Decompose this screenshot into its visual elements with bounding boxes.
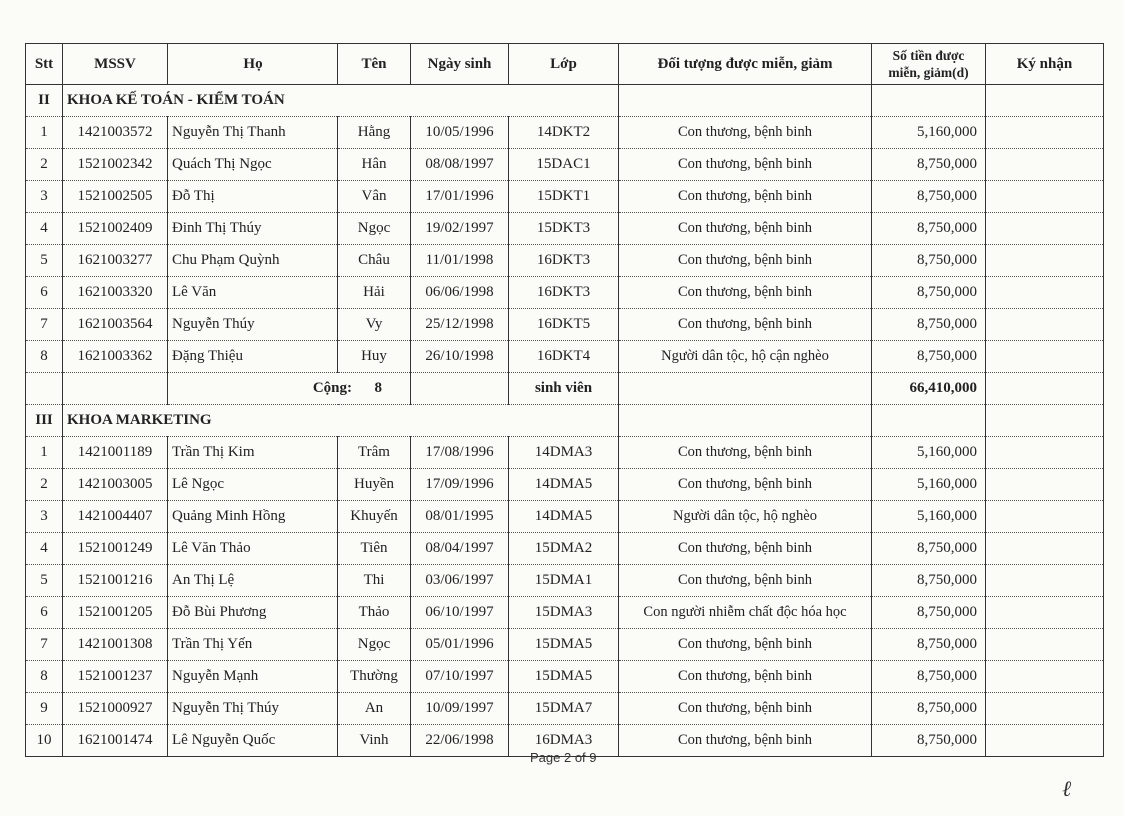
cell-lop: 15DMA3 xyxy=(509,597,619,629)
cell-doi-tuong: Con thương, bệnh binh xyxy=(619,245,872,277)
cell-ngay-sinh: 26/10/1998 xyxy=(411,341,509,373)
cell-ngay-sinh: 08/04/1997 xyxy=(411,533,509,565)
cell-stt: 5 xyxy=(26,565,63,597)
cell-ho: Nguyễn Thị Thúy xyxy=(168,693,338,725)
cell-stt: 4 xyxy=(26,213,63,245)
cell-stt: 2 xyxy=(26,149,63,181)
cell-stt: 10 xyxy=(26,725,63,757)
cell-doi-tuong: Con thương, bệnh binh xyxy=(619,117,872,149)
table-row xyxy=(26,277,1104,309)
cell-ky-nhan xyxy=(986,629,1104,661)
cell-ky-nhan xyxy=(986,597,1104,629)
cell-stt: 8 xyxy=(26,661,63,693)
cell-ten: Thi xyxy=(338,565,411,597)
table-row xyxy=(26,597,1104,629)
cell-stt: 4 xyxy=(26,533,63,565)
header-ho xyxy=(168,44,338,85)
cell-ho: Chu Phạm Quỳnh xyxy=(168,245,338,277)
header-so-tien xyxy=(872,44,986,85)
cell-mssv: 1521001249 xyxy=(63,533,168,565)
cell-ho: Trần Thị Kim xyxy=(168,437,338,469)
cell-ky-nhan xyxy=(986,501,1104,533)
cell-ky-nhan xyxy=(986,309,1104,341)
header-ngay-sinh: Ngày sinh xyxy=(411,44,509,85)
cell-stt: 6 xyxy=(26,277,63,309)
cell-mssv: 1621003320 xyxy=(63,277,168,309)
cell-mssv: 1421003005 xyxy=(63,469,168,501)
empty-cell xyxy=(872,405,986,437)
cell-lop: 15DMA5 xyxy=(509,629,619,661)
table-row xyxy=(26,565,1104,597)
cell-mssv: 1521002342 xyxy=(63,149,168,181)
cell-stt: 3 xyxy=(26,501,63,533)
summary-unit: sinh viên xyxy=(509,373,619,405)
cell-ngay-sinh: 06/06/1998 xyxy=(411,277,509,309)
cell-ho: Trần Thị Yến xyxy=(168,629,338,661)
cell-ngay-sinh: 19/02/1997 xyxy=(411,213,509,245)
cell-ngay-sinh: 10/09/1997 xyxy=(411,693,509,725)
cell-doi-tuong: Con thương, bệnh binh xyxy=(619,277,872,309)
cell-ho: Quách Thị Ngọc xyxy=(168,149,338,181)
cell-doi-tuong: Con thương, bệnh binh xyxy=(619,693,872,725)
cell-stt: 7 xyxy=(26,309,63,341)
cell-ten: Vân xyxy=(338,181,411,213)
cell-ky-nhan xyxy=(986,533,1104,565)
cell-lop: 15DMA2 xyxy=(509,533,619,565)
empty-cell xyxy=(872,85,986,117)
cell-doi-tuong: Người dân tộc, hộ nghèo xyxy=(619,501,872,533)
cell-ho: Lê Văn xyxy=(168,277,338,309)
table-row xyxy=(26,309,1104,341)
cell-ky-nhan xyxy=(986,181,1104,213)
cell-mssv: 1421001308 xyxy=(63,629,168,661)
cell-ho: Nguyễn Mạnh xyxy=(168,661,338,693)
cell-so-tien: 8,750,000 xyxy=(872,149,986,181)
cell-lop: 15DMA5 xyxy=(509,661,619,693)
cell-so-tien: 8,750,000 xyxy=(872,309,986,341)
cell-mssv: 1521002505 xyxy=(63,181,168,213)
cell-ngay-sinh: 03/06/1997 xyxy=(411,565,509,597)
cell-so-tien: 8,750,000 xyxy=(872,661,986,693)
cell-mssv: 1521001216 xyxy=(63,565,168,597)
empty-cell xyxy=(986,373,1104,405)
cell-doi-tuong: Con thương, bệnh binh xyxy=(619,213,872,245)
cell-ky-nhan xyxy=(986,341,1104,373)
page-number: Page 2 of 9 xyxy=(530,750,597,765)
cell-doi-tuong: Con thương, bệnh binh xyxy=(619,533,872,565)
cell-doi-tuong: Con thương, bệnh binh xyxy=(619,181,872,213)
summary-total: 66,410,000 xyxy=(872,373,986,405)
cell-ho: Lê Văn Thảo xyxy=(168,533,338,565)
cell-so-tien: 8,750,000 xyxy=(872,597,986,629)
cell-lop: 14DMA5 xyxy=(509,469,619,501)
cell-stt: 3 xyxy=(26,181,63,213)
cell-ngay-sinh: 07/10/1997 xyxy=(411,661,509,693)
cell-ten: Hân xyxy=(338,149,411,181)
cell-ten: Huyền xyxy=(338,469,411,501)
cell-ho: Lê Nguyễn Quốc xyxy=(168,725,338,757)
empty-cell xyxy=(26,373,63,405)
empty-cell xyxy=(619,405,872,437)
header-ky-nhan: Ký nhận xyxy=(986,44,1104,85)
cell-ky-nhan xyxy=(986,725,1104,757)
cell-ngay-sinh: 05/01/1996 xyxy=(411,629,509,661)
cell-ten: Tiên xyxy=(338,533,411,565)
cell-ngay-sinh: 17/09/1996 xyxy=(411,469,509,501)
cell-so-tien: 8,750,000 xyxy=(872,693,986,725)
empty-cell xyxy=(986,405,1104,437)
cell-lop: 14DMA3 xyxy=(509,437,619,469)
cell-doi-tuong: Con thương, bệnh binh xyxy=(619,437,872,469)
cell-ky-nhan xyxy=(986,213,1104,245)
cell-ten: Trâm xyxy=(338,437,411,469)
cell-lop: 16DKT5 xyxy=(509,309,619,341)
cell-ky-nhan xyxy=(986,117,1104,149)
header-so-tien-line1: Số tiền được xyxy=(892,48,965,63)
handwritten-initial: ℓ xyxy=(1062,776,1072,801)
header-ten: Tên xyxy=(338,44,411,85)
cell-lop: 16DMA3 xyxy=(509,725,619,757)
empty-cell xyxy=(619,85,872,117)
cell-so-tien: 5,160,000 xyxy=(872,501,986,533)
cell-ten: Vy xyxy=(338,309,411,341)
cell-ten: Ngọc xyxy=(338,213,411,245)
cell-doi-tuong: Con thương, bệnh binh xyxy=(619,469,872,501)
tuition-exemption-table xyxy=(25,43,1104,757)
header-doi-tuong: Đối tượng được miễn, giảm xyxy=(619,44,872,85)
cell-mssv: 1521000927 xyxy=(63,693,168,725)
cell-so-tien: 8,750,000 xyxy=(872,245,986,277)
cell-so-tien: 5,160,000 xyxy=(872,437,986,469)
cell-stt: 7 xyxy=(26,629,63,661)
cell-ho: Đỗ Thị xyxy=(168,181,338,213)
table-row xyxy=(26,501,1104,533)
header-lop: Lớp xyxy=(509,44,619,85)
table-row xyxy=(26,629,1104,661)
cell-mssv: 1621003362 xyxy=(63,341,168,373)
header-mssv: MSSV xyxy=(63,44,168,85)
summary-label xyxy=(168,373,411,405)
cell-ho: Đặng Thiệu xyxy=(168,341,338,373)
cell-doi-tuong: Con thương, bệnh binh xyxy=(619,629,872,661)
cell-ten: Thường xyxy=(338,661,411,693)
cell-ngay-sinh: 06/10/1997 xyxy=(411,597,509,629)
cell-lop: 16DKT3 xyxy=(509,245,619,277)
cell-ho: Đinh Thị Thúy xyxy=(168,213,338,245)
cell-doi-tuong: Người dân tộc, hộ cận nghèo xyxy=(619,341,872,373)
empty-cell xyxy=(411,373,509,405)
header-so-tien-line2: miễn, giảm(d) xyxy=(888,65,969,80)
cell-ky-nhan xyxy=(986,693,1104,725)
section-number: III xyxy=(26,405,63,437)
cell-doi-tuong: Con thương, bệnh binh xyxy=(619,565,872,597)
cell-lop: 15DKT3 xyxy=(509,213,619,245)
cell-ky-nhan xyxy=(986,469,1104,501)
section-number: II xyxy=(26,85,63,117)
cell-ngay-sinh: 11/01/1998 xyxy=(411,245,509,277)
cell-ten: Vinh xyxy=(338,725,411,757)
cell-ten: An xyxy=(338,693,411,725)
cell-ten: Châu xyxy=(338,245,411,277)
cell-mssv: 1421001189 xyxy=(63,437,168,469)
cell-ky-nhan xyxy=(986,149,1104,181)
cell-mssv: 1421003572 xyxy=(63,117,168,149)
cell-so-tien: 8,750,000 xyxy=(872,533,986,565)
cell-stt: 9 xyxy=(26,693,63,725)
empty-cell xyxy=(986,85,1104,117)
cell-ky-nhan xyxy=(986,437,1104,469)
cell-so-tien: 8,750,000 xyxy=(872,341,986,373)
cell-ho: Đỗ Bùi Phương xyxy=(168,597,338,629)
cell-mssv: 1521001237 xyxy=(63,661,168,693)
table-row xyxy=(26,469,1104,501)
cell-lop: 15DMA7 xyxy=(509,693,619,725)
cell-ky-nhan xyxy=(986,277,1104,309)
cell-ky-nhan xyxy=(986,661,1104,693)
header-row xyxy=(26,44,1104,85)
cell-lop: 14DMA5 xyxy=(509,501,619,533)
empty-cell xyxy=(63,373,168,405)
cell-ten: Ngọc xyxy=(338,629,411,661)
cell-ho: Nguyễn Thị Thanh xyxy=(168,117,338,149)
summary-label-text: Cộng: xyxy=(312,380,352,396)
cell-ky-nhan xyxy=(986,245,1104,277)
student-list-sheet xyxy=(25,43,1104,757)
cell-doi-tuong: Con thương, bệnh binh xyxy=(619,309,872,341)
cell-so-tien: 8,750,000 xyxy=(872,629,986,661)
cell-lop: 15DMA1 xyxy=(509,565,619,597)
summary-row xyxy=(26,373,1104,405)
cell-ho: Nguyễn Thúy xyxy=(168,309,338,341)
cell-ten: Thảo xyxy=(338,597,411,629)
cell-doi-tuong: Con thương, bệnh binh xyxy=(619,725,872,757)
cell-so-tien: 8,750,000 xyxy=(872,213,986,245)
cell-mssv: 1521002409 xyxy=(63,213,168,245)
table-row xyxy=(26,245,1104,277)
header-ho-label: Họ xyxy=(243,55,263,72)
cell-mssv: 1621003564 xyxy=(63,309,168,341)
cell-mssv: 1621001474 xyxy=(63,725,168,757)
cell-stt: 8 xyxy=(26,341,63,373)
cell-ngay-sinh: 17/01/1996 xyxy=(411,181,509,213)
cell-stt: 1 xyxy=(26,437,63,469)
section-title: KHOA MARKETING xyxy=(63,405,619,437)
table-row xyxy=(26,181,1104,213)
cell-ten: Khuyến xyxy=(338,501,411,533)
table-row xyxy=(26,117,1104,149)
cell-ky-nhan xyxy=(986,565,1104,597)
cell-so-tien: 8,750,000 xyxy=(872,725,986,757)
table-row xyxy=(26,213,1104,245)
table-row xyxy=(26,341,1104,373)
cell-so-tien: 8,750,000 xyxy=(872,277,986,309)
section-row xyxy=(26,85,1104,117)
cell-so-tien: 5,160,000 xyxy=(872,469,986,501)
cell-ten: Hải xyxy=(338,277,411,309)
cell-ngay-sinh: 10/05/1996 xyxy=(411,117,509,149)
cell-lop: 14DKT2 xyxy=(509,117,619,149)
cell-ho: Lê Ngọc xyxy=(168,469,338,501)
cell-ten: Huy xyxy=(338,341,411,373)
cell-ho: Quảng Minh Hồng xyxy=(168,501,338,533)
cell-stt: 6 xyxy=(26,597,63,629)
section-title: KHOA KẾ TOÁN - KIỂM TOÁN xyxy=(63,85,619,117)
cell-so-tien: 8,750,000 xyxy=(872,565,986,597)
table-row xyxy=(26,693,1104,725)
empty-cell xyxy=(619,373,872,405)
table-row xyxy=(26,437,1104,469)
header-stt: Stt xyxy=(26,44,63,85)
cell-doi-tuong: Con người nhiễm chất độc hóa học xyxy=(619,597,872,629)
cell-so-tien: 5,160,000 xyxy=(872,117,986,149)
table-row xyxy=(26,661,1104,693)
cell-doi-tuong: Con thương, bệnh binh xyxy=(619,661,872,693)
cell-so-tien: 8,750,000 xyxy=(872,181,986,213)
cell-ho: An Thị Lệ xyxy=(168,565,338,597)
cell-lop: 15DKT1 xyxy=(509,181,619,213)
cell-ngay-sinh: 25/12/1998 xyxy=(411,309,509,341)
cell-ngay-sinh: 17/08/1996 xyxy=(411,437,509,469)
section-row xyxy=(26,405,1104,437)
cell-ngay-sinh: 08/01/1995 xyxy=(411,501,509,533)
cell-stt: 2 xyxy=(26,469,63,501)
cell-lop: 16DKT4 xyxy=(509,341,619,373)
cell-mssv: 1421004407 xyxy=(63,501,168,533)
cell-lop: 16DKT3 xyxy=(509,277,619,309)
cell-doi-tuong: Con thương, bệnh binh xyxy=(619,149,872,181)
cell-mssv: 1521001205 xyxy=(63,597,168,629)
table-row xyxy=(26,149,1104,181)
cell-stt: 1 xyxy=(26,117,63,149)
cell-ngay-sinh: 08/08/1997 xyxy=(411,149,509,181)
cell-mssv: 1621003277 xyxy=(63,245,168,277)
table-row xyxy=(26,533,1104,565)
cell-ngay-sinh: 22/06/1998 xyxy=(411,725,509,757)
summary-count: 8 xyxy=(374,380,382,396)
cell-ten: Hằng xyxy=(338,117,411,149)
cell-lop: 15DAC1 xyxy=(509,149,619,181)
cell-stt: 5 xyxy=(26,245,63,277)
